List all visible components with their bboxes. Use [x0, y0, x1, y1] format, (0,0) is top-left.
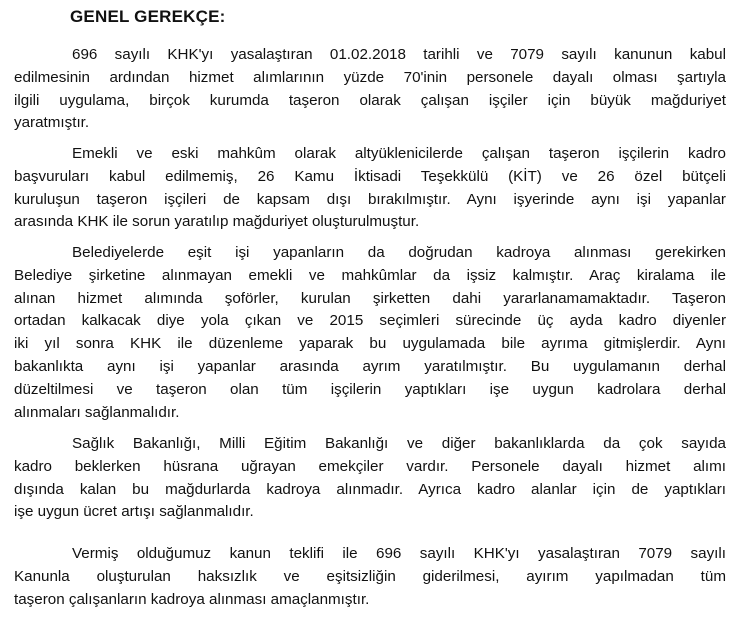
paragraph-4: [14, 433, 726, 524]
paragraph-line: 696 sayılı KHK'yı yasalaştıran 01.02.2018 tarihli ve 7079 sayılı kanunun kabul: [72, 46, 726, 63]
paragraph-line: yaratmıştır.: [14, 114, 90, 132]
paragraph-3: [14, 242, 726, 424]
paragraph-line: başvuruları kabul edilmemiş, 26 Kamu İktisadi Teşekkülü (KİT) ve 26 özel bütçeli: [14, 167, 726, 185]
paragraph-5: [14, 543, 726, 611]
paragraph-line: Kanunla oluşturulan haksızlık ve eşitsizliğin giderilmesi, ayırım yapılmadan tüm: [14, 567, 726, 585]
paragraph-line: Belediyelerde eşit işi yapanların da doğrudan kadroya alınması gerekirken: [72, 244, 726, 261]
paragraph-line: Belediye şirketine alınmayan emekli ve mahkûmlar da işsiz kalmıştır. Araç kiralama ile: [14, 266, 726, 284]
paragraph-line: dışında kalan bu mağdurlarda kadroya alınmadır. Ayrıca kadro alanlar için de yaptıkları: [14, 480, 726, 498]
paragraph-line: Vermiş olduğumuz kanun teklifi ile 696 sayılı KHK'yı yasalaştıran 7079 sayılı: [72, 545, 726, 562]
paragraph-1: [14, 44, 726, 135]
paragraph-line: ilgili uygulama, birçok kurumda taşeron olarak çalışan işçiler için büyük mağduriyet: [14, 91, 726, 109]
paragraph-line: işe uygun ücret artışı sağlanmalıdır.: [14, 503, 254, 521]
document-heading: GENEL GEREKÇE:: [70, 7, 226, 26]
paragraph-line: kadro beklerken hüsrana uğrayan emekçiler vardır. Personele dayalı hizmet alımı: [14, 457, 726, 475]
paragraph-line: Emekli ve eski mahkûm olarak altyüklenicilerde çalışan taşeron işçilerin kadro: [72, 145, 726, 162]
paragraph-line: bakanlıkta aynı işi yapanlar arasında ayrım yaratılmıştır. Bu uygulamanın derhal: [14, 357, 726, 375]
paragraph-line: kuruluşun taşeron işçileri de kapsam dışı bırakılmıştır. Aynı işyerinde aynı işi yapanlar: [14, 190, 726, 208]
paragraph-line: düzeltilmesi ve taşeron olan tüm işçilerin yaptıkları işe uygun kadrolara derhal: [14, 380, 726, 398]
paragraph-line: Sağlık Bakanlığı, Milli Eğitim Bakanlığı ve diğer bakanlıklarda da çok sayıda: [72, 435, 726, 452]
paragraph-line: arasında KHK ile sorun yaratılıp mağduriyet oluşturulmuştur.: [14, 213, 420, 231]
paragraph-line: iki yıl sonra KHK ile düzenleme yaparak bu uygulamada bile ayrıma gitmişlerdir. Aynı: [14, 335, 726, 353]
paragraph-line: ortadan kalkacak diye yola çıkan ve 2015 seçimleri sürecinde üç ayda kadro diyenler: [14, 312, 726, 330]
paragraph-line: edilmesinin ardından hizmet alımlarının yüzde 70'inin personele dayalı olması şartıyla: [14, 68, 726, 86]
paragraph-line: taşeron çalışanların kadroya alınması amaçlanmıştır.: [14, 590, 370, 608]
paragraph-line: alınmaları sağlanmalıdır.: [14, 403, 180, 421]
paragraph-line: alınan hizmet alımında şoförler, kurulan şirketten dahi yararlanamamaktadır. Taşeron: [14, 289, 726, 307]
paragraph-2: [14, 143, 726, 234]
